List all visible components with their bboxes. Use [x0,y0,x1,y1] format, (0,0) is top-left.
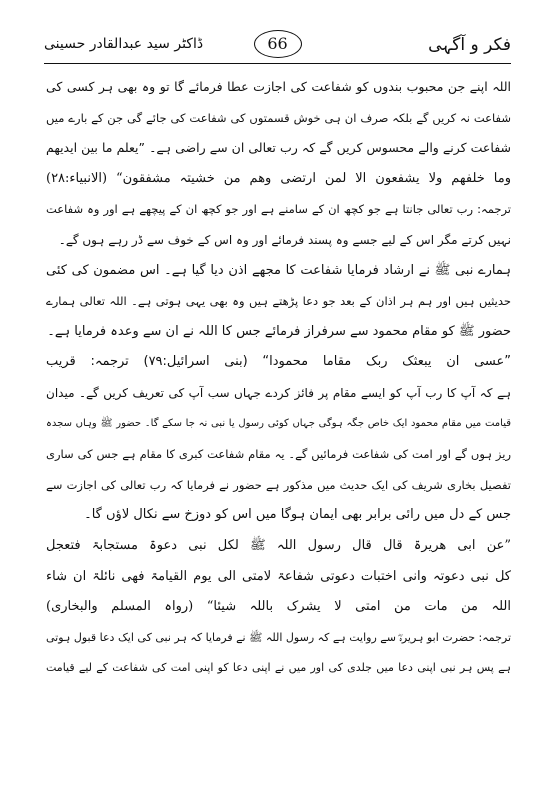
text-line: شفاعت کرنے والے محسوس کریں گے کہ رب تعالی ان سے راضی ہے۔ ”یعلم ما بین ایدیھم [46,140,511,156]
text-line: ریز ہوں گے اور امت کی شفاعت فرمائیں گے۔ یہ مقام شفاعت کبری کا مقام ہے جس کی ساری [46,447,511,462]
text-line: ہمارے نبی ﷺ نے ارشاد فرمایا شفاعت کا مجھے اذن دیا گیا ہے۔ اس مضمون کی کئی [46,262,511,278]
text-line: شفاعت نہ کریں گے بلکہ صرف ان ہی خوش قسمتوں کی شفاعت کی جائے گی جن کے بارے میں [46,110,511,125]
text-line: ہے پس ہر نبی اپنی دعا میں جلدی کی اور میں نے اپنی دعا کو اپنی امت کی شفاعت کے لیے قیامت [46,661,511,675]
header-divider [44,63,511,64]
page-header [44,30,511,64]
text-line: کل نبی دعوتہ وانی اختبات دعوتی شفاعۃ لامتی الی یوم القیامۃ فھی نائلۃ ان شاء [46,568,511,584]
text-line: حضور ﷺ کو مقام محمود سے سرفراز فرمائے جس کا اللہ نے ان سے وعدہ فرمایا ہے۔ [47,323,511,339]
author-name: ڈاکٹر سید عبدالقادر حسینی [44,36,204,52]
page-number-badge: 66 [254,30,302,58]
text-line: قیامت میں مقام محمود ایک خاص جگہ ہوگی جہاں کوئی رسول یا نبی نہ جا سکے گا۔ حضور ﷺ وہاں سجدہ [46,417,511,429]
text-line: اللہ اپنے جن محبوب بندوں کو شفاعت کی اجازت عطا فرمائے گا تو وہ بھی ہر کسی کی [46,79,511,94]
text-line: تفصیل بخاری شریف کی ایک حدیث میں مذکور ہے حضور نے فرمایا کہ رب تعالی کی اجازت سے [46,477,511,492]
text-line: ”عسی ان یبعثک ربک مقاما محمودا“ (بنی اسرائیل:۷۹) ترجمہ: قریب [46,354,511,370]
text-line: ترجمہ: رب تعالی جانتا ہے جو کچھ ان کے سامنے ہے اور جو کچھ ان کے پیچھے ہے اور وہ شفاعت [46,202,511,217]
text-line: ترجمہ: حضرت ابو ہریرہؓ سے روایت ہے کہ رسول اللہ ﷺ نے فرمایا کہ ہر نبی کی ایک دعا قبول ہوتی [46,630,511,644]
book-title: فکر و آگہی [428,35,511,55]
text-line: جس کے دل میں رائی برابر بھی ایمان ہوگا میں اس کو دوزخ سے نکال لاؤں گا۔ [84,507,511,523]
text-line: نہیں کرتے مگر اس کے لیے جسے وہ پسند فرمائے اور وہ اس کے خوف سے ڈر رہے ہوں گے۔ [58,232,511,247]
text-line: وما خلفھم ولا یشفعون الا لمن ارتضی وھم من خشیتہ مشفقون“ (الانبیاء:۲۸) [46,170,511,186]
text-line: ہے کہ آپ کا رب آپ کو ایسے مقام پر فائز کردے جہاں سب آپ کی تعریف کریں گے۔ میدان [46,385,511,400]
text-line: اللہ من مات من امتی لا یشرک باللہ شیئا“ (رواہ المسلم والبخاری) [46,599,511,615]
body-text [46,72,511,684]
text-line: ”عن ابی ھریرۃ قال قال رسول اللہ ﷺ لکل نبی دعوۃ مستجابۃ فتعجل [46,537,511,553]
text-line: حدیثیں ہیں اور ہم ہر اذان کے بعد جو دعا پڑھتے ہیں وہ بھی یہی ہوتی ہے۔ اللہ تعالی ہمارے [46,294,511,309]
